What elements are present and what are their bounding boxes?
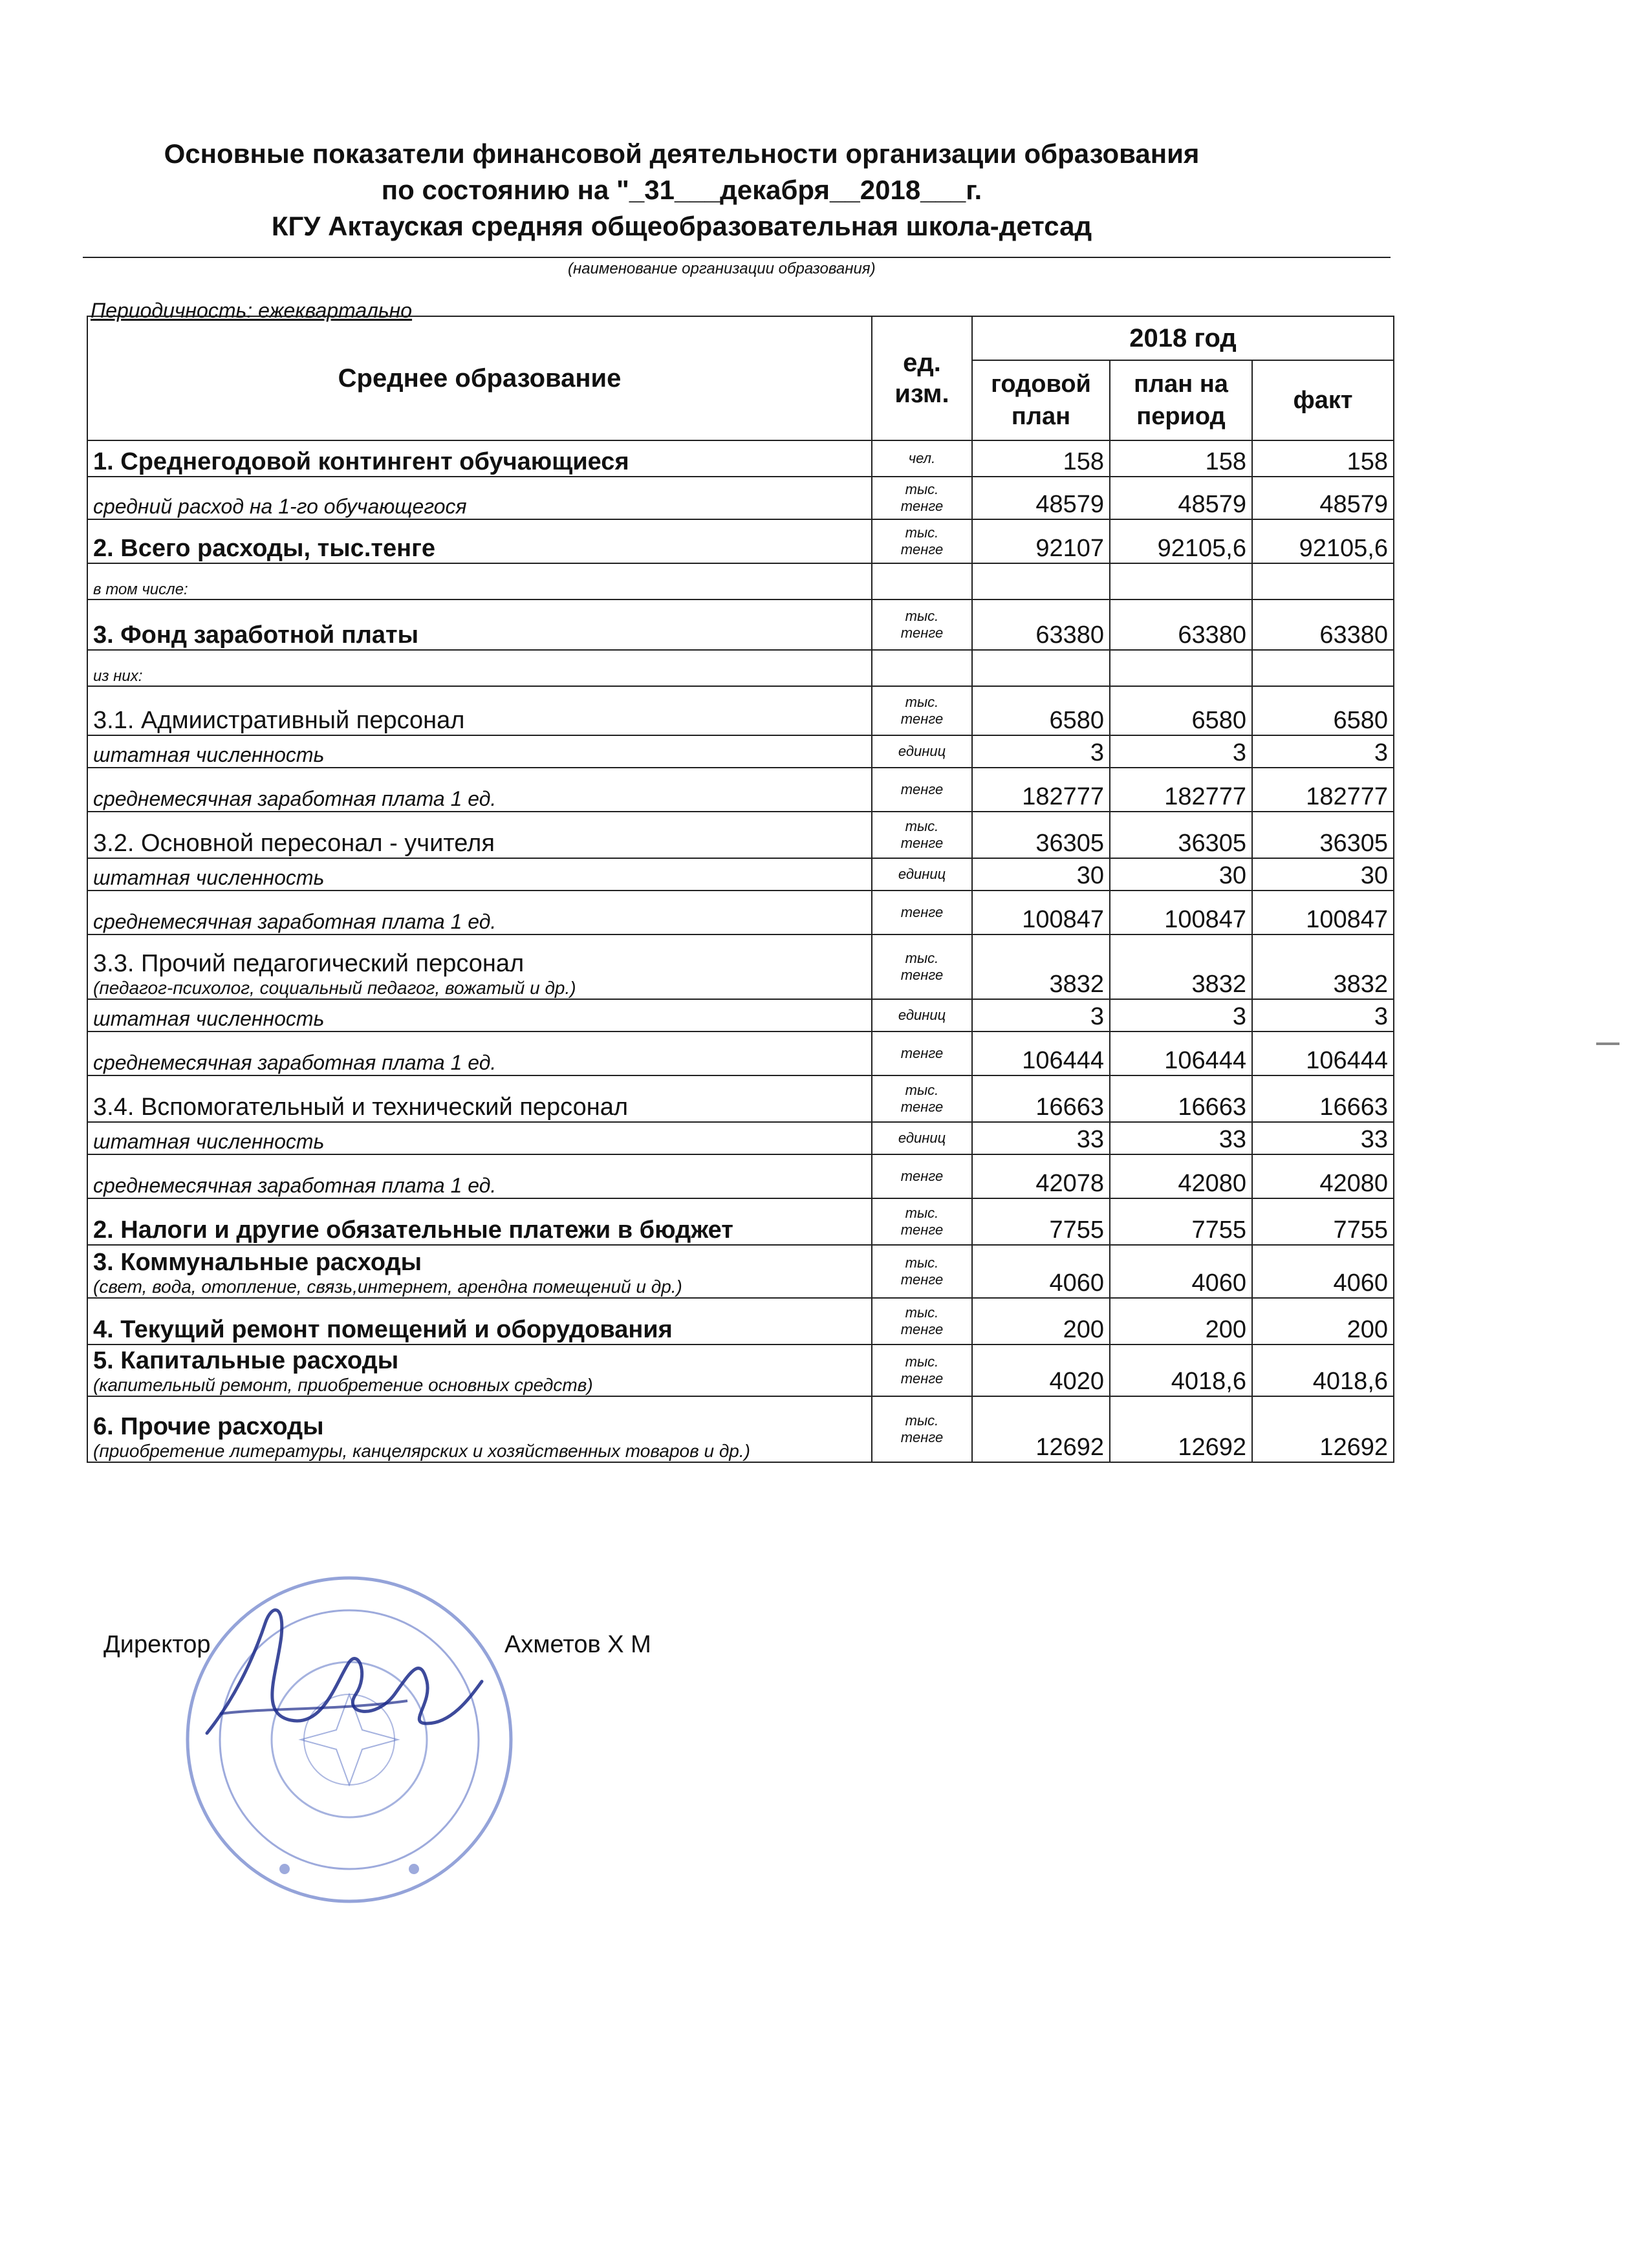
- row-label-cell: [87, 735, 872, 768]
- row-unit: [872, 440, 972, 477]
- table-row: [87, 1198, 1394, 1245]
- report-date: по состоянию на "_31___декабря__2018___г.: [381, 175, 982, 205]
- fact-value: 48579: [1252, 477, 1394, 519]
- table-row: [87, 891, 1394, 934]
- row-label-cell: [87, 1298, 872, 1345]
- row-unit: [872, 1345, 972, 1396]
- period-plan-value: 36305: [1110, 812, 1252, 858]
- period-plan-value: 158: [1110, 440, 1252, 477]
- row-label: 4. Текущий ремонт помещений и оборудования: [93, 1316, 673, 1343]
- annual-plan-value: 63380: [972, 599, 1110, 650]
- row-unit-line1: тыс.: [905, 1082, 939, 1098]
- table-row: [87, 1396, 1394, 1462]
- row-unit-line1: тыс.: [905, 1354, 939, 1370]
- row-unit: [872, 650, 972, 686]
- row-unit: [872, 934, 972, 999]
- table-row: [87, 477, 1394, 519]
- column-header-period-plan-line2: период: [1136, 403, 1226, 430]
- annual-plan-value: 16663: [972, 1075, 1110, 1122]
- period-plan-value: 12692: [1110, 1396, 1252, 1462]
- row-label: 3.1. Адмиистративный персонал: [93, 707, 465, 734]
- period-plan-value: 4060: [1110, 1245, 1252, 1298]
- fact-value: 200: [1252, 1298, 1394, 1345]
- column-header-annual-plan-line1: годовой: [991, 371, 1091, 398]
- column-header-fact: факт: [1252, 360, 1394, 440]
- row-unit-line1: тыс.: [905, 1304, 939, 1321]
- period-plan-value: 4018,6: [1110, 1345, 1252, 1396]
- period-plan-value: 63380: [1110, 599, 1252, 650]
- row-unit-line2: тенге: [900, 541, 944, 557]
- row-label-cell: [87, 999, 872, 1031]
- row-label: 2. Всего расходы, тыс.тенге: [93, 535, 436, 562]
- period-plan-value: 182777: [1110, 768, 1252, 812]
- period-plan-value: 30: [1110, 858, 1252, 891]
- row-unit-line2: тенге: [900, 711, 944, 727]
- row-unit-line2: тенге: [900, 1321, 944, 1337]
- row-label-cell: [87, 1154, 872, 1198]
- table-row: [87, 650, 1394, 686]
- column-header-period-plan: [1110, 360, 1252, 440]
- table-row: [87, 858, 1394, 891]
- row-label: 1. Среднегодовой контингент обучающиеся: [93, 448, 629, 475]
- annual-plan-value: [972, 563, 1110, 599]
- table-row: [87, 1031, 1394, 1075]
- fact-value: 100847: [1252, 891, 1394, 934]
- row-label: 6. Прочие расходы: [93, 1413, 324, 1440]
- row-unit: [872, 891, 972, 934]
- annual-plan-value: 3: [972, 735, 1110, 768]
- column-header-unit-line1: ед.: [903, 349, 941, 377]
- fact-value: 63380: [1252, 599, 1394, 650]
- row-unit-line1: единиц: [898, 743, 946, 759]
- table-row: [87, 1345, 1394, 1396]
- table-row: [87, 1075, 1394, 1122]
- row-label: штатная численность: [93, 743, 325, 766]
- column-header-annual-plan: [972, 360, 1110, 440]
- row-label-cell: [87, 477, 872, 519]
- row-unit: [872, 1075, 972, 1122]
- row-note: (приобретение литературы, канцелярских и хозяйственных товаров и др.): [93, 1441, 750, 1461]
- table-row: [87, 768, 1394, 812]
- fact-value: 30: [1252, 858, 1394, 891]
- row-label-cell: [87, 440, 872, 477]
- table-row: [87, 1298, 1394, 1345]
- row-label: в том числе:: [93, 581, 188, 598]
- row-unit-line2: тенге: [900, 498, 944, 514]
- period-plan-value: [1110, 650, 1252, 686]
- fact-value: [1252, 650, 1394, 686]
- annual-plan-value: [972, 650, 1110, 686]
- fact-value: 92105,6: [1252, 519, 1394, 563]
- row-unit: [872, 768, 972, 812]
- table-row: [87, 563, 1394, 599]
- title-block: [0, 136, 1635, 244]
- period-plan-value: 100847: [1110, 891, 1252, 934]
- row-unit: [872, 1154, 972, 1198]
- row-unit-line1: тыс.: [905, 1205, 939, 1221]
- annual-plan-value: 92107: [972, 519, 1110, 563]
- organization-name: КГУ Актауская средняя общеобразовательная школа-детсад: [271, 211, 1092, 241]
- period-plan-value: 3832: [1110, 934, 1252, 999]
- column-header-education: Среднее образование: [87, 316, 872, 440]
- row-unit: [872, 563, 972, 599]
- column-header-unit-line2: изм.: [894, 380, 949, 408]
- row-label: 5. Капитальные расходы: [93, 1347, 399, 1374]
- period-plan-value: 33: [1110, 1122, 1252, 1154]
- director-signature: [194, 1584, 492, 1753]
- annual-plan-value: 4060: [972, 1245, 1110, 1298]
- period-plan-value: 6580: [1110, 686, 1252, 735]
- row-unit-line2: тенге: [900, 1271, 944, 1288]
- table-row: [87, 1122, 1394, 1154]
- table-row: [87, 519, 1394, 563]
- row-label: штатная численность: [93, 1007, 325, 1030]
- row-unit: [872, 1198, 972, 1245]
- row-unit: [872, 1245, 972, 1298]
- fact-value: 36305: [1252, 812, 1394, 858]
- row-note: (свет, вода, отопление, связь,интернет, арендна помещений и др.): [93, 1277, 682, 1297]
- annual-plan-value: 36305: [972, 812, 1110, 858]
- column-header-unit: [872, 316, 972, 440]
- row-label-cell: [87, 1198, 872, 1245]
- fact-value: 33: [1252, 1122, 1394, 1154]
- row-label: среднемесячная заработная плата 1 ед.: [93, 1174, 497, 1197]
- row-label-cell: [87, 519, 872, 563]
- row-label: среднемесячная заработная плата 1 ед.: [93, 1051, 497, 1074]
- annual-plan-value: 48579: [972, 477, 1110, 519]
- fact-value: 3: [1252, 999, 1394, 1031]
- table-row: [87, 812, 1394, 858]
- row-unit: [872, 1122, 972, 1154]
- scan-mark: [1596, 1042, 1619, 1045]
- row-unit: [872, 477, 972, 519]
- fact-value: 4018,6: [1252, 1345, 1394, 1396]
- row-unit-line1: единиц: [898, 1130, 946, 1146]
- annual-plan-value: 4020: [972, 1345, 1110, 1396]
- fact-value: 7755: [1252, 1198, 1394, 1245]
- annual-plan-value: 200: [972, 1298, 1110, 1345]
- row-label-cell: [87, 650, 872, 686]
- row-label: 3.3. Прочий педагогический персонал: [93, 950, 525, 977]
- row-label-cell: [87, 563, 872, 599]
- organization-caption: (наименование организации образования): [568, 260, 876, 277]
- row-label-cell: [87, 1122, 872, 1154]
- row-label: 3. Коммунальные расходы: [93, 1249, 422, 1276]
- row-unit: [872, 686, 972, 735]
- period-plan-value: 200: [1110, 1298, 1252, 1345]
- table-row: [87, 599, 1394, 650]
- row-unit: [872, 999, 972, 1031]
- row-unit-line1: тыс.: [905, 694, 939, 710]
- row-unit-line1: тенге: [900, 1168, 944, 1184]
- table-row: [87, 686, 1394, 735]
- period-plan-value: 16663: [1110, 1075, 1252, 1122]
- row-unit-line1: тенге: [900, 781, 944, 797]
- row-label: 2. Налоги и другие обязательные платежи в бюджет: [93, 1216, 733, 1244]
- annual-plan-value: 30: [972, 858, 1110, 891]
- fact-value: 16663: [1252, 1075, 1394, 1122]
- fact-value: 182777: [1252, 768, 1394, 812]
- annual-plan-value: 106444: [972, 1031, 1110, 1075]
- annual-plan-value: 3: [972, 999, 1110, 1031]
- row-unit: [872, 1031, 972, 1075]
- row-unit-line1: тыс.: [905, 1255, 939, 1271]
- row-label-cell: [87, 1345, 872, 1396]
- table-row: [87, 1245, 1394, 1298]
- table-row: [87, 999, 1394, 1031]
- table-row: [87, 1154, 1394, 1198]
- row-unit-line1: тенге: [900, 1045, 944, 1061]
- row-unit-line1: тыс.: [905, 481, 939, 497]
- fact-value: 12692: [1252, 1396, 1394, 1462]
- annual-plan-value: 7755: [972, 1198, 1110, 1245]
- period-plan-value: [1110, 563, 1252, 599]
- table-row: [87, 934, 1394, 999]
- annual-plan-value: 12692: [972, 1396, 1110, 1462]
- row-label: средний расход на 1-го обучающегося: [93, 495, 467, 518]
- row-unit-line2: тенге: [900, 1370, 944, 1387]
- table-row: [87, 735, 1394, 768]
- row-label: штатная численность: [93, 866, 325, 889]
- row-label-cell: [87, 858, 872, 891]
- director-name: Ахметов Х М: [504, 1631, 651, 1658]
- period-plan-value: 48579: [1110, 477, 1252, 519]
- row-label: 3.4. Вспомогательный и технический персонал: [93, 1094, 629, 1121]
- fact-value: 6580: [1252, 686, 1394, 735]
- row-unit: [872, 599, 972, 650]
- report-title: Основные показатели финансовой деятельности организации образования: [164, 138, 1200, 169]
- row-unit-line2: тенге: [900, 1222, 944, 1238]
- fact-value: 3832: [1252, 934, 1394, 999]
- row-label-cell: [87, 891, 872, 934]
- row-unit-line1: тыс.: [905, 1412, 939, 1429]
- fact-value: 158: [1252, 440, 1394, 477]
- column-header-period-plan-line1: план на: [1134, 371, 1228, 398]
- period-plan-value: 106444: [1110, 1031, 1252, 1075]
- row-label: среднемесячная заработная плата 1 ед.: [93, 910, 497, 933]
- fact-value: 42080: [1252, 1154, 1394, 1198]
- row-unit-line1: единиц: [898, 1007, 946, 1023]
- row-label-cell: [87, 812, 872, 858]
- row-unit-line1: единиц: [898, 866, 946, 882]
- row-label: штатная численность: [93, 1130, 325, 1153]
- period-plan-value: 3: [1110, 735, 1252, 768]
- row-label: среднемесячная заработная плата 1 ед.: [93, 787, 497, 810]
- annual-plan-value: 158: [972, 440, 1110, 477]
- row-unit: [872, 1396, 972, 1462]
- row-unit-line2: тенге: [900, 1429, 944, 1445]
- row-label-cell: [87, 1396, 872, 1462]
- annual-plan-value: 100847: [972, 891, 1110, 934]
- table-row: [87, 440, 1394, 477]
- annual-plan-value: 33: [972, 1122, 1110, 1154]
- annual-plan-value: 6580: [972, 686, 1110, 735]
- row-unit-line1: тыс.: [905, 950, 939, 966]
- period-plan-value: 92105,6: [1110, 519, 1252, 563]
- row-unit: [872, 1298, 972, 1345]
- row-unit-line1: чел.: [908, 450, 936, 466]
- row-label-cell: [87, 934, 872, 999]
- organization-underline: [83, 257, 1391, 258]
- row-label-cell: [87, 1031, 872, 1075]
- row-note: (педагог-психолог, социальный педагог, вожатый и др.): [93, 978, 576, 998]
- row-label-cell: [87, 1245, 872, 1298]
- row-unit: [872, 735, 972, 768]
- row-label: 3.2. Основной пересонал - учителя: [93, 830, 495, 857]
- row-unit-line1: тенге: [900, 904, 944, 920]
- column-header-annual-plan-line2: план: [1011, 403, 1071, 430]
- fact-value: 106444: [1252, 1031, 1394, 1075]
- annual-plan-value: 182777: [972, 768, 1110, 812]
- financial-indicators-table: [87, 316, 1394, 1463]
- fact-value: [1252, 563, 1394, 599]
- row-label-cell: [87, 768, 872, 812]
- row-unit-line2: тенге: [900, 625, 944, 641]
- row-unit: [872, 519, 972, 563]
- director-label: Директор: [103, 1631, 211, 1658]
- row-label-cell: [87, 599, 872, 650]
- row-unit: [872, 858, 972, 891]
- annual-plan-value: 3832: [972, 934, 1110, 999]
- row-label: 3. Фонд заработной платы: [93, 621, 419, 649]
- row-unit-line1: тыс.: [905, 608, 939, 624]
- row-unit-line1: тыс.: [905, 818, 939, 834]
- fact-value: 3: [1252, 735, 1394, 768]
- fact-value: 4060: [1252, 1245, 1394, 1298]
- row-unit-line2: тенге: [900, 1099, 944, 1115]
- row-label: из них:: [93, 667, 143, 685]
- table-body: [87, 440, 1394, 1462]
- row-unit-line2: тенге: [900, 835, 944, 851]
- row-unit: [872, 812, 972, 858]
- periodicity-label: Периодичность: ежеквартально: [91, 299, 413, 322]
- row-unit-line1: тыс.: [905, 524, 939, 541]
- period-plan-value: 42080: [1110, 1154, 1252, 1198]
- row-label-cell: [87, 686, 872, 735]
- annual-plan-value: 42078: [972, 1154, 1110, 1198]
- column-header-year: 2018 год: [972, 316, 1394, 360]
- row-unit-line2: тенге: [900, 967, 944, 983]
- period-plan-value: 3: [1110, 999, 1252, 1031]
- period-plan-value: 7755: [1110, 1198, 1252, 1245]
- row-label-cell: [87, 1075, 872, 1122]
- row-note: (капительный ремонт, приобретение основных средств): [93, 1375, 593, 1395]
